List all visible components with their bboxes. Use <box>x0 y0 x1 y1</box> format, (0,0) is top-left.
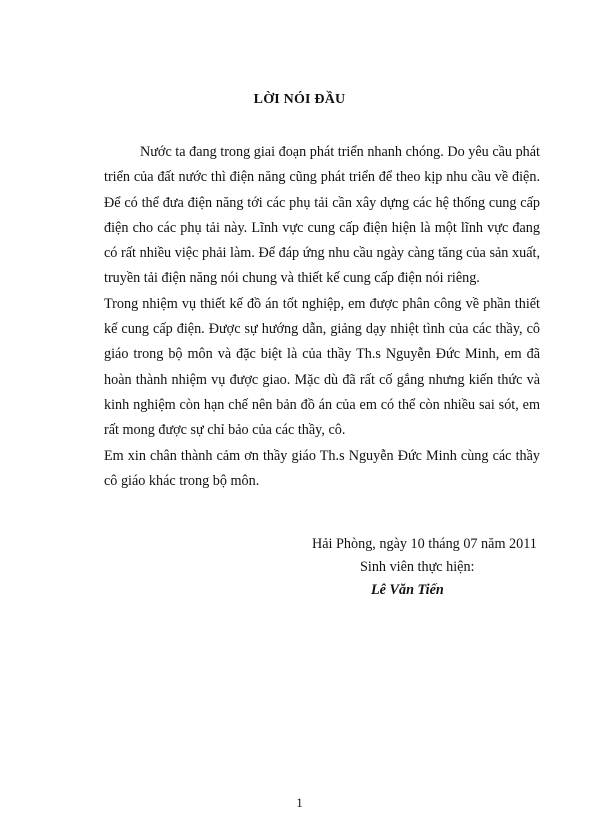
page-number: 1 <box>296 795 303 810</box>
signature-name: Lê Văn Tiến <box>371 582 444 598</box>
signature-role: Sinh viên thực hiện: <box>360 559 475 575</box>
body-text <box>104 140 540 494</box>
paragraph-thanks: Em xin chân thành cảm ơn thầy giáo Th.s Nguyễn Đức Minh cùng các thầy cô giáo khác trong bộ môn. <box>104 447 540 489</box>
page-title: LỜI NÓI ĐẦU <box>253 92 346 107</box>
paragraph-intro: Nước ta đang trong giai đoạn phát triển nhanh chóng. Do yêu cầu phát triển của đất nước thì điện năng cũng phát triển để theo kịp nhu cầu về điện. Để có thể đưa điện năng tới các phụ tải cần xây dựng các hệ thống cung cấp điện cho các phụ tải này. Lĩnh vực cung cấp điện hiện là một lĩnh vực đang có rất nhiều việc phải làm. Để đáp ứng nhu cầu ngày càng tăng của sản xuất, truyền tải điện năng nói chung và thiết kế cung cấp điện nói riêng. <box>104 144 540 287</box>
paragraph-assignment: Trong nhiệm vụ thiết kế đồ án tốt nghiệp, em được phân công về phần thiết kế cung cấp điện. Được sự hướng dẫn, giảng dạy nhiệt tình của các thầy, cô giáo trong bộ môn và đặc biệt là của thầy Th.s Nguyễn Đức Minh, em đã hoàn thành nhiệm vụ được giao. Mặc dù đã rất cố gắng nhưng kiến thức và kinh nghiệm còn hạn chế nên bản đồ án của em có thể còn nhiều sai sót, em rất mong được sự chỉ bảo của các thầy, cô. <box>104 295 540 439</box>
signature-place-date: Hải Phòng, ngày 10 tháng 07 năm 2011 <box>312 536 537 552</box>
